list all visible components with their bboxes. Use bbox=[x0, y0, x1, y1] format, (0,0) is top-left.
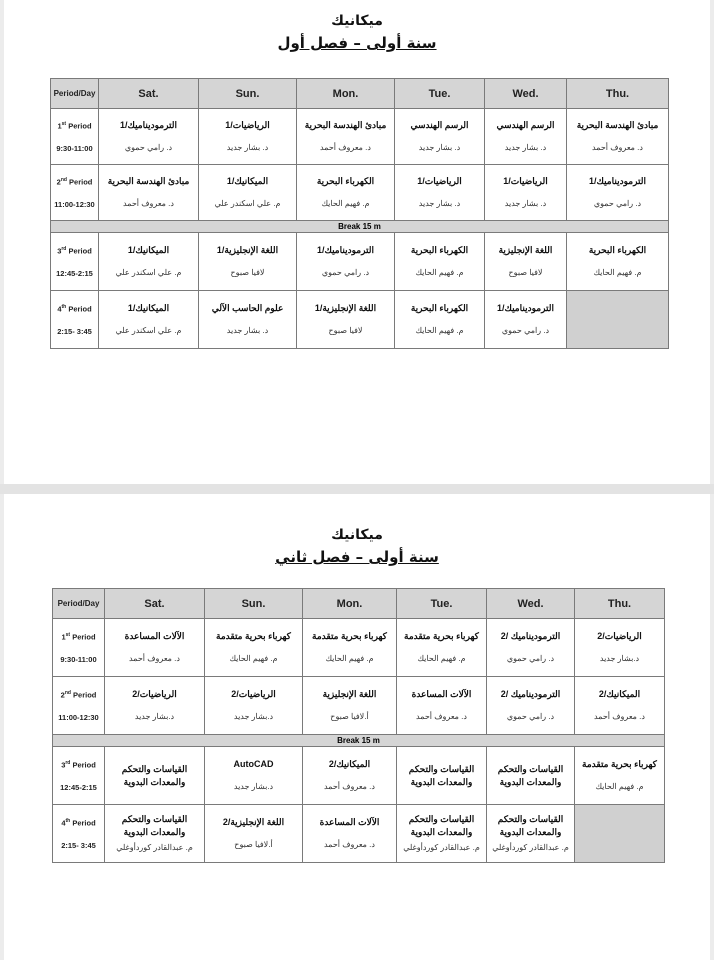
teacher-name: د. بشار جديد bbox=[504, 199, 547, 208]
subject-name: مبادئ الهندسة البحرية bbox=[576, 120, 659, 130]
class-cell bbox=[395, 291, 485, 349]
period-suffix: st bbox=[65, 632, 71, 639]
teacher-name: م. عبدالقادر كوردأوغلي bbox=[403, 843, 480, 852]
subject-name: الترموديناميك /2 bbox=[500, 689, 561, 699]
header-row bbox=[53, 589, 665, 619]
class-cell bbox=[205, 677, 303, 735]
period-label: Period bbox=[72, 818, 96, 828]
class-cell bbox=[575, 619, 665, 677]
class-cell bbox=[395, 109, 485, 165]
class-cell bbox=[485, 109, 567, 165]
period-number bbox=[53, 757, 104, 772]
class-cell bbox=[297, 109, 395, 165]
subject-name: الآلات المساعدة bbox=[319, 817, 380, 827]
subject-name: الرياضيات/1 bbox=[417, 176, 462, 186]
class-cell bbox=[105, 805, 205, 863]
teacher-name: د. معروف أحمد bbox=[129, 654, 180, 663]
teacher-name: د. بشار جديد bbox=[418, 143, 461, 152]
period-row bbox=[53, 805, 665, 863]
subject-name: كهرباء بحرية متقدمة bbox=[216, 631, 291, 641]
teacher-name: م. فهيم الحايك bbox=[321, 199, 370, 208]
class-cell bbox=[99, 291, 199, 349]
subject-name: الترموديناميك/1 bbox=[316, 245, 374, 255]
subject-name: الميكانيك/1 bbox=[226, 176, 269, 186]
period-cell bbox=[53, 619, 105, 677]
period-cell bbox=[51, 233, 99, 291]
subject-name: الرسم الهندسي bbox=[410, 120, 469, 130]
teacher-name: م. علي اسكندر علي bbox=[115, 268, 182, 277]
subject-name: كهرباء بحرية متقدمة bbox=[404, 631, 479, 641]
period-num: 4 bbox=[57, 304, 62, 314]
teacher-name: م. فهيم الحايك bbox=[229, 654, 278, 663]
class-cell bbox=[395, 233, 485, 291]
class-cell bbox=[395, 165, 485, 221]
class-cell bbox=[297, 291, 395, 349]
day-header: Sat. bbox=[99, 79, 199, 109]
period-number bbox=[51, 301, 98, 316]
subject-name: اللغة الإنجليزية/2 bbox=[222, 817, 285, 827]
subject-name: الميكانيك/1 bbox=[127, 245, 170, 255]
teacher-name: م. علي اسكندر علي bbox=[214, 199, 281, 208]
page-title: ميكانيك bbox=[331, 13, 383, 29]
subject-name: الرسم الهندسي bbox=[496, 120, 555, 130]
period-label: Period bbox=[68, 246, 92, 256]
class-cell bbox=[485, 165, 567, 221]
timetable bbox=[52, 588, 665, 863]
period-label: Period bbox=[69, 177, 93, 187]
subject-name: الترموديناميك/1 bbox=[119, 120, 177, 130]
teacher-name: د. بشار جديد bbox=[226, 326, 269, 335]
teacher-name: د. معروف أحمد bbox=[594, 712, 645, 721]
class-cell bbox=[297, 165, 395, 221]
subject-name: القياسات والتحكم bbox=[408, 763, 475, 774]
period-time: 11:00-12:30 bbox=[58, 712, 99, 722]
class-cell bbox=[297, 233, 395, 291]
period-day-header: Period/Day bbox=[51, 79, 99, 109]
class-cell bbox=[303, 619, 397, 677]
period-time: 9:30-11:00 bbox=[60, 654, 97, 664]
teacher-name: د. بشار جديد bbox=[226, 143, 269, 152]
period-time: 12:45-2:15 bbox=[60, 782, 97, 792]
class-cell bbox=[487, 805, 575, 863]
subject-name: القياسات والتحكم bbox=[121, 814, 188, 824]
period-cell bbox=[53, 747, 105, 805]
teacher-name: أ.لافيا صبوح bbox=[234, 840, 273, 849]
class-cell bbox=[397, 677, 487, 735]
period-number bbox=[53, 815, 104, 830]
teacher-name: م. فهيم الحايك bbox=[593, 268, 642, 277]
subject-name: الميكانيك/2 bbox=[598, 689, 641, 699]
class-cell bbox=[205, 805, 303, 863]
day-header: Thu. bbox=[567, 79, 669, 109]
class-cell bbox=[99, 109, 199, 165]
class-cell bbox=[567, 165, 669, 221]
subject-name: مبادئ الهندسة البحرية bbox=[107, 176, 190, 186]
timetable-body bbox=[51, 109, 669, 349]
period-num: 1 bbox=[57, 121, 62, 131]
period-label: Period bbox=[72, 632, 96, 642]
period-num: 3 bbox=[57, 246, 62, 256]
empty-cell bbox=[575, 805, 665, 863]
teacher-name: لافيا صبوح bbox=[328, 326, 363, 335]
class-cell bbox=[99, 165, 199, 221]
schedule-page-2 bbox=[4, 494, 710, 960]
period-number bbox=[53, 629, 104, 644]
period-row bbox=[53, 747, 665, 805]
period-number bbox=[51, 118, 98, 133]
period-num: 1 bbox=[61, 632, 66, 642]
teacher-name: م. فهيم الحايك bbox=[325, 654, 374, 663]
break-label: Break 15 m bbox=[51, 221, 669, 233]
class-cell bbox=[397, 805, 487, 863]
subject-name: الرياضيات/2 bbox=[231, 689, 276, 699]
period-time: 9:30-11:00 bbox=[56, 143, 93, 153]
teacher-name: م. فهيم الحايك bbox=[417, 654, 466, 663]
subject-name: كهرباء بحرية متقدمة bbox=[582, 759, 657, 769]
page-subtitle: سنة أولى – فصل أول bbox=[277, 34, 437, 52]
subject-name: اللغة الإنجليزية bbox=[498, 245, 553, 255]
header-row-group bbox=[53, 589, 665, 619]
period-time: 2:15- 3:45 bbox=[61, 840, 96, 850]
period-row bbox=[51, 233, 669, 291]
period-number bbox=[53, 687, 104, 702]
subject-name: القياسات والتحكم bbox=[121, 763, 188, 774]
day-header: Mon. bbox=[297, 79, 395, 109]
day-header: Sun. bbox=[205, 589, 303, 619]
subject-name: الترموديناميك /2 bbox=[500, 631, 561, 641]
class-cell bbox=[575, 677, 665, 735]
subject-name: الميكانيك/1 bbox=[127, 303, 170, 313]
subject-name: القياسات والتحكم bbox=[408, 814, 475, 824]
subject-name: الرياضيات/1 bbox=[225, 120, 270, 130]
day-header: Tue. bbox=[397, 589, 487, 619]
subject-name: الكهرباء البحرية bbox=[410, 245, 469, 255]
teacher-name: د.بشار جديد bbox=[134, 712, 175, 721]
subject-name-line2: والمعدات البدوية bbox=[123, 776, 186, 787]
break-label: Break 15 m bbox=[53, 735, 665, 747]
subject-name: الرياضيات/2 bbox=[597, 631, 642, 641]
class-cell bbox=[199, 291, 297, 349]
period-cell bbox=[51, 165, 99, 221]
teacher-name: م. علي اسكندر علي bbox=[115, 326, 182, 335]
class-cell bbox=[397, 619, 487, 677]
period-row bbox=[51, 291, 669, 349]
period-suffix: nd bbox=[60, 177, 67, 184]
class-cell bbox=[205, 747, 303, 805]
subject-name: الترموديناميك/1 bbox=[588, 176, 646, 186]
day-header: Wed. bbox=[485, 79, 567, 109]
period-label: Period bbox=[72, 760, 96, 770]
subject-name-line2: والمعدات البدوية bbox=[499, 776, 562, 787]
class-cell bbox=[487, 677, 575, 735]
period-time: 2:15- 3:45 bbox=[57, 326, 92, 336]
day-header: Thu. bbox=[575, 589, 665, 619]
subject-name-line2: والمعدات البدوية bbox=[123, 827, 186, 837]
class-cell bbox=[105, 747, 205, 805]
page-title: ميكانيك bbox=[331, 527, 383, 543]
teacher-name: د. معروف أحمد bbox=[416, 712, 467, 721]
period-num: 4 bbox=[61, 818, 66, 828]
period-suffix: rd bbox=[61, 246, 67, 253]
period-cell bbox=[51, 109, 99, 165]
teacher-name: لافيا صبوح bbox=[230, 268, 265, 277]
subject-name-line2: والمعدات البدوية bbox=[410, 776, 473, 787]
subject-name: علوم الحاسب الآلي bbox=[211, 303, 284, 313]
break-row bbox=[51, 221, 669, 233]
teacher-name: د. رامي حموي bbox=[501, 326, 550, 335]
class-cell bbox=[199, 233, 297, 291]
class-cell bbox=[567, 233, 669, 291]
subject-name: الكهرباء البحرية bbox=[316, 176, 375, 186]
class-cell bbox=[199, 165, 297, 221]
header-row-group bbox=[51, 79, 669, 109]
empty-cell bbox=[567, 291, 669, 349]
timetable-body bbox=[53, 619, 665, 863]
subject-name: AutoCAD bbox=[233, 759, 274, 769]
teacher-name: د. معروف أحمد bbox=[592, 143, 643, 152]
teacher-name: م. عبدالقادر كوردأوغلي bbox=[116, 843, 193, 852]
teacher-name: د. رامي حموي bbox=[506, 712, 555, 721]
period-num: 2 bbox=[60, 690, 65, 700]
subject-name: الميكانيك/2 bbox=[328, 759, 371, 769]
period-suffix: th bbox=[61, 304, 67, 311]
page-subtitle: سنة أولى – فصل ثاني bbox=[275, 548, 439, 566]
class-cell bbox=[105, 677, 205, 735]
period-row bbox=[51, 109, 669, 165]
subject-name: القياسات والتحكم bbox=[497, 763, 564, 774]
period-row bbox=[53, 677, 665, 735]
teacher-name: د. رامي حموي bbox=[321, 268, 370, 277]
subject-name: الكهرباء البحرية bbox=[410, 303, 469, 313]
period-cell bbox=[51, 291, 99, 349]
period-number bbox=[51, 243, 98, 258]
subject-name: اللغة الإنجليزية/1 bbox=[216, 245, 279, 255]
day-header: Wed. bbox=[487, 589, 575, 619]
period-cell bbox=[53, 805, 105, 863]
day-header: Sat. bbox=[105, 589, 205, 619]
subject-name-line2: والمعدات البدوية bbox=[410, 827, 473, 837]
teacher-name: د. رامي حموي bbox=[124, 143, 173, 152]
subject-name: مبادئ الهندسة البحرية bbox=[304, 120, 387, 130]
teacher-name: م. فهيم الحايك bbox=[415, 268, 464, 277]
teacher-name: د. معروف أحمد bbox=[324, 840, 375, 849]
day-header: Sun. bbox=[199, 79, 297, 109]
subject-name: الرياضيات/2 bbox=[132, 689, 177, 699]
day-header: Tue. bbox=[395, 79, 485, 109]
break-row bbox=[53, 735, 665, 747]
teacher-name: د.بشار جديد bbox=[599, 654, 640, 663]
class-cell bbox=[567, 109, 669, 165]
subject-name-line2: والمعدات البدوية bbox=[499, 827, 562, 837]
timetable bbox=[50, 78, 669, 349]
header-row bbox=[51, 79, 669, 109]
subject-name: الترموديناميك/1 bbox=[496, 303, 554, 313]
class-cell bbox=[487, 747, 575, 805]
teacher-name: لافيا صبوح bbox=[508, 268, 543, 277]
subject-name: الآلات المساعدة bbox=[124, 631, 185, 641]
class-cell bbox=[105, 619, 205, 677]
teacher-name: د.بشار جديد bbox=[233, 712, 274, 721]
teacher-name: م. فهيم الحايك bbox=[595, 782, 644, 791]
period-suffix: st bbox=[61, 121, 67, 128]
class-cell bbox=[487, 619, 575, 677]
class-cell bbox=[397, 747, 487, 805]
teacher-name: م. عبدالقادر كوردأوغلي bbox=[492, 843, 569, 852]
day-header: Mon. bbox=[303, 589, 397, 619]
class-cell bbox=[303, 805, 397, 863]
period-suffix: nd bbox=[64, 690, 71, 697]
teacher-name: د. رامي حموي bbox=[593, 199, 642, 208]
subject-name: الرياضيات/1 bbox=[503, 176, 548, 186]
period-label: Period bbox=[68, 304, 92, 314]
teacher-name: د. معروف أحمد bbox=[123, 199, 174, 208]
class-cell bbox=[303, 677, 397, 735]
teacher-name: د. بشار جديد bbox=[418, 199, 461, 208]
period-cell bbox=[53, 677, 105, 735]
period-num: 2 bbox=[56, 177, 61, 187]
teacher-name: د. معروف أحمد bbox=[324, 782, 375, 791]
class-cell bbox=[99, 233, 199, 291]
teacher-name: د. بشار جديد bbox=[504, 143, 547, 152]
class-cell bbox=[205, 619, 303, 677]
teacher-name: د.بشار جديد bbox=[233, 782, 274, 791]
subject-name: اللغة الإنجليزية bbox=[322, 689, 377, 699]
period-row bbox=[53, 619, 665, 677]
page-gap bbox=[0, 484, 714, 494]
class-cell bbox=[485, 291, 567, 349]
teacher-name: أ.لافيا صبوح bbox=[330, 712, 369, 721]
subject-name: اللغة الإنجليزية/1 bbox=[314, 303, 377, 313]
period-suffix: rd bbox=[65, 760, 71, 767]
teacher-name: م. فهيم الحايك bbox=[415, 326, 464, 335]
subject-name: الكهرباء البحرية bbox=[588, 245, 647, 255]
period-row bbox=[51, 165, 669, 221]
class-cell bbox=[303, 747, 397, 805]
subject-name: القياسات والتحكم bbox=[497, 814, 564, 824]
period-time: 12:45-2:15 bbox=[56, 268, 93, 278]
period-num: 3 bbox=[61, 760, 66, 770]
teacher-name: د. رامي حموي bbox=[506, 654, 555, 663]
period-day-header: Period/Day bbox=[53, 589, 105, 619]
period-number bbox=[51, 174, 98, 189]
schedule-page-1 bbox=[4, 0, 710, 484]
teacher-name: د. معروف أحمد bbox=[320, 143, 371, 152]
class-cell bbox=[199, 109, 297, 165]
subject-name: كهرباء بحرية متقدمة bbox=[312, 631, 387, 641]
period-time: 11:00-12:30 bbox=[54, 199, 95, 209]
period-suffix: th bbox=[65, 818, 71, 825]
class-cell bbox=[485, 233, 567, 291]
subject-name: الآلات المساعدة bbox=[411, 689, 472, 699]
period-label: Period bbox=[73, 690, 97, 700]
period-label: Period bbox=[68, 121, 92, 131]
class-cell bbox=[575, 747, 665, 805]
